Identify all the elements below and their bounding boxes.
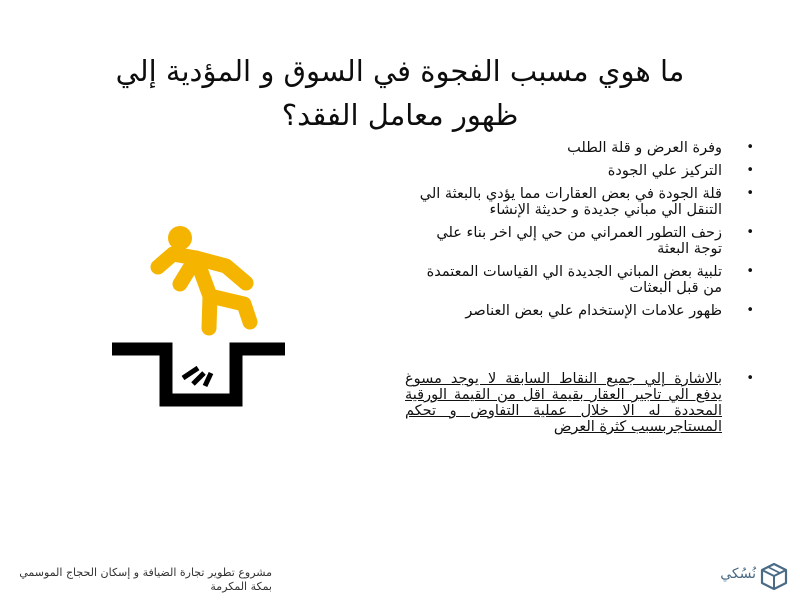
person-head xyxy=(168,226,192,250)
impact-lines xyxy=(183,368,211,386)
bullet-item: • زحف التطور العمراني من حي إلي اخر بناء علي توجة البعثة xyxy=(405,225,760,257)
falling-person-icon xyxy=(108,218,288,418)
bullet-item: • تلبية بعض المباني الجديدة الي القياسات المعتمدة من قبل البعثات xyxy=(405,264,760,296)
brand-logo xyxy=(712,560,792,592)
footer-project-text: مشروع تطوير تجارة الضيافة و إسكان الحجاج الموسمي بمكة المكرمة xyxy=(19,566,272,593)
person-shape xyxy=(158,254,250,328)
title-line-1: ما هوي مسبب الفجوة في السوق و المؤدية إلي xyxy=(115,54,685,89)
falling-person-figure xyxy=(108,218,288,418)
bullet-item: • قلة الجودة في بعض العقارات مما يؤدي بالبعثة الي التنقل الي مباني جديدة و حديثة الإنشاء xyxy=(405,186,760,218)
bullet-list xyxy=(405,140,760,442)
box-logo-icon xyxy=(760,562,788,590)
bullet-item: • وفرة العرض و قلة الطلب xyxy=(405,140,760,156)
note-bullet: • بالاشارة إلي جميع النقاط السابقة لا يوجد مسوغ يدفع الي تاجير العقار بقيمة اقل من القيمة الورقية المحددة له الا خلال عملية التفاوض و تحكم المستاجربسبب كثرة العرض xyxy=(405,371,760,435)
title-line-2: ظهور معامل الفقد؟ xyxy=(281,98,519,133)
pit-shape xyxy=(112,349,285,400)
slide-title xyxy=(40,49,760,137)
bullet-item: • ظهور علامات الإستخدام علي بعض العناصر xyxy=(405,303,760,319)
bullet-item: • التركيز علي الجودة xyxy=(405,163,760,179)
logo-text: نُسُكي xyxy=(720,566,756,582)
